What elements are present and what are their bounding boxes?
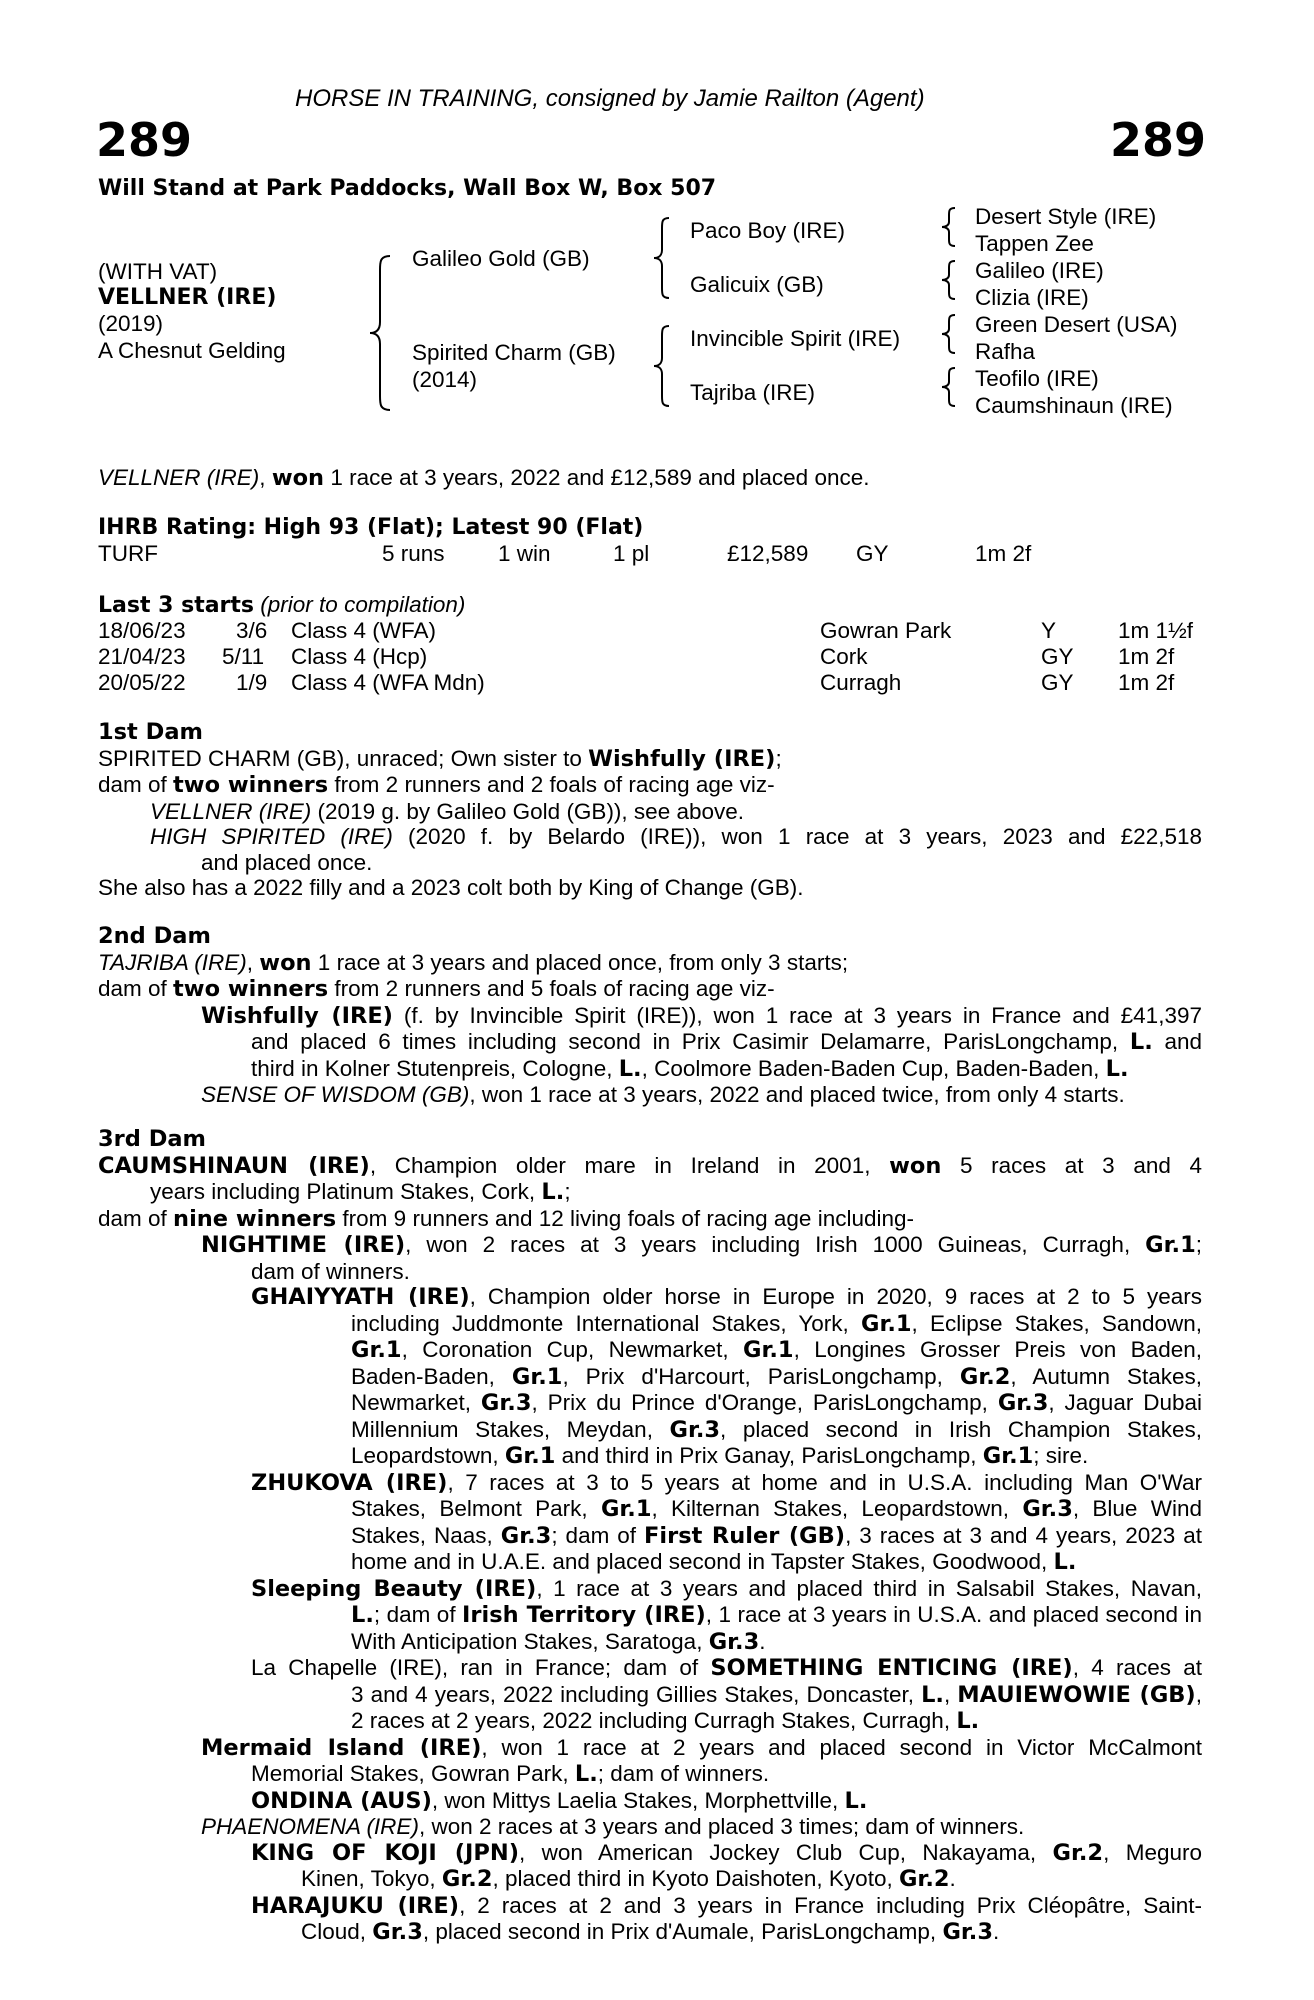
- third-dam-line: ONDINA (AUS), won Mittys Laelia Stakes, Morphettville, L.: [251, 1787, 868, 1814]
- second-dam-line: SENSE OF WISDOM (GB), won 1 race at 3 years, 2022 and placed twice, from only 4 starts.: [201, 1082, 1125, 1107]
- third-dam-line: Cloud, Gr.3, placed second in Prix d'Aumale, ParisLongchamp, Gr.3.: [301, 1919, 1000, 1945]
- summary-text: 1 race at 3 years, 2022 and £12,589 and placed once.: [324, 465, 870, 490]
- third-dam-line: years including Platinum Stakes, Cork, L.;: [150, 1179, 571, 1205]
- third-dam-line: Newmarket, Gr.3, Prix du Prince d'Orange, ParisLongchamp, Gr.3, Jaguar Dubai: [351, 1390, 1202, 1416]
- third-dam-line: Baden-Baden, Gr.1, Prix d'Harcourt, ParisLongchamp, Gr.2, Autumn Stakes,: [351, 1363, 1202, 1390]
- rating-runs: 5 runs: [382, 541, 445, 566]
- summary-horse-name: VELLNER (IRE): [98, 465, 260, 490]
- third-dam-line: PHAENOMENA (IRE), won 2 races at 3 years and placed 3 times; dam of winners.: [201, 1814, 1025, 1839]
- pedigree-sire-sire: Paco Boy (IRE): [690, 218, 846, 243]
- rating-wins: 1 win: [498, 541, 551, 566]
- third-dam-line: GHAIYYATH (IRE), Champion older horse in Europe in 2020, 9 races at 2 to 5 years: [251, 1284, 1203, 1310]
- third-dam-line: Mermaid Island (IRE), won 1 race at 2 years and placed second in Victor McCalmont: [201, 1734, 1202, 1761]
- pedigree-dss: Green Desert (USA): [975, 312, 1178, 337]
- third-dam-title: 3rd Dam: [98, 1126, 206, 1152]
- pedigree-brace-dd: [940, 366, 958, 408]
- pedigree-brace-ss: [940, 206, 958, 248]
- stand-location: Will Stand at Park Paddocks, Wall Box W, Box 507: [98, 176, 717, 201]
- third-dam-line: Millennium Stakes, Meydan, Gr.3, placed second in Irish Champion Stakes,: [351, 1416, 1202, 1443]
- third-dam-line: Sleeping Beauty (IRE), 1 race at 3 years and placed third in Salsabil Stakes, Navan,: [251, 1575, 1202, 1602]
- horse-description: A Chesnut Gelding: [98, 338, 286, 363]
- third-dam-line: Memorial Stakes, Gowran Park, L.; dam of winners.: [251, 1761, 770, 1787]
- third-dam-line: La Chapelle (IRE), ran in France; dam of SOMETHING ENTICING (IRE), 4 races at: [251, 1655, 1202, 1681]
- first-dam-line: SPIRITED CHARM (GB), unraced; Own sister to Wishfully (IRE);: [98, 745, 782, 772]
- first-dam-title: 1st Dam: [98, 719, 203, 745]
- rating-title: IHRB Rating: High 93 (Flat); Latest 90 (Flat): [98, 515, 644, 540]
- foaling-year: (2019): [98, 311, 164, 336]
- first-dam-section: [98, 720, 1202, 901]
- start-position: 5/11: [222, 644, 265, 669]
- start-course: Cork: [820, 644, 868, 669]
- third-dam-line: home and in U.A.E. and placed second in Tapster Stakes, Goodwood, L.: [351, 1549, 1077, 1575]
- third-dam-line: Stakes, Naas, Gr.3; dam of First Ruler (GB), 3 races at 3 and 4 years, 2023 at: [351, 1522, 1202, 1549]
- rating-surface: TURF: [98, 541, 158, 566]
- start-course: Gowran Park: [820, 618, 952, 643]
- third-dam-section: [98, 1127, 1202, 1946]
- start-position: 3/6: [236, 618, 268, 643]
- last-starts-heading: [98, 592, 465, 619]
- race-summary: VELLNER (IRE), won 1 race at 3 years, 2022 and £12,589 and placed once.: [98, 465, 870, 491]
- horse-name: VELLNER (IRE): [98, 285, 277, 310]
- pedigree-dam-sire: Invincible Spirit (IRE): [690, 326, 901, 351]
- start-date: 20/05/22: [98, 670, 186, 695]
- first-dam-line: HIGH SPIRITED (IRE) (2020 f. by Belardo (IRE)), won 1 race at 3 years, 2023 and £22,518: [150, 824, 1203, 849]
- start-distance: 1m 2f: [1118, 670, 1175, 695]
- summary-won: won: [271, 465, 325, 491]
- pedigree-brace-dam: [652, 324, 672, 408]
- pedigree-dds: Teofilo (IRE): [975, 366, 1099, 391]
- rating-placed: 1 pl: [613, 541, 650, 566]
- second-dam-line: Wishfully (IRE) (f. by Invincible Spirit (IRE)), won 1 race at 3 years in France and £41,397: [201, 1002, 1202, 1029]
- third-dam-line: 3 and 4 years, 2022 including Gillies Stakes, Doncaster, L., MAUIEWOWIE (GB),: [351, 1681, 1202, 1708]
- rating-distance: 1m 2f: [975, 541, 1032, 566]
- third-dam-line: HARAJUKU (IRE), 2 races at 2 and 3 years in France including Prix Cléopâtre, Saint-: [251, 1892, 1203, 1919]
- first-dam-line: dam of two winners from 2 runners and 2 foals of racing age viz-: [98, 772, 775, 798]
- third-dam-line: With Anticipation Stakes, Saratoga, Gr.3.: [351, 1628, 766, 1655]
- consignment-line: HORSE IN TRAINING, consigned by Jamie Railton (Agent): [295, 85, 925, 112]
- first-dam-line: VELLNER (IRE) (2019 g. by Galileo Gold (GB)), see above.: [150, 798, 745, 824]
- third-dam-line: dam of winners.: [251, 1258, 410, 1284]
- last-starts-note: (prior to compilation): [260, 592, 466, 617]
- pedigree-brace-sd: [940, 259, 958, 301]
- pedigree-sds: Galileo (IRE): [975, 258, 1104, 283]
- third-dam-line: CAUMSHINAUN (IRE), Champion older mare in Ireland in 2001, won 5 races at 3 and 4: [98, 1152, 1203, 1179]
- pedigree-dam-year: (2014): [412, 367, 478, 392]
- pedigree-ddd: Caumshinaun (IRE): [975, 393, 1173, 418]
- start-race: Class 4 (WFA Mdn): [291, 670, 485, 695]
- first-dam-line: She also has a 2022 filly and a 2023 colt both by King of Change (GB).: [98, 875, 804, 900]
- start-going: Y: [1041, 618, 1057, 643]
- pedigree-brace-sire: [652, 216, 672, 300]
- third-dam-line: L.; dam of Irish Territory (IRE), 1 race at 3 years in U.S.A. and placed second in: [351, 1602, 1202, 1628]
- pedigree-brace-ds: [940, 313, 958, 355]
- first-dam-line: and placed once.: [201, 849, 373, 875]
- start-position: 1/9: [236, 670, 268, 695]
- third-dam-line: dam of nine winners from 9 runners and 12 living foals of racing age including-: [98, 1205, 914, 1232]
- start-date: 21/04/23: [98, 644, 186, 669]
- lot-number-left: 289: [96, 113, 193, 167]
- pedigree-sss: Desert Style (IRE): [975, 204, 1157, 229]
- start-date: 18/06/23: [98, 618, 186, 643]
- start-race: Class 4 (WFA): [291, 618, 437, 643]
- start-course: Curragh: [820, 670, 902, 695]
- start-distance: 1m 2f: [1118, 644, 1175, 669]
- third-dam-line: ZHUKOVA (IRE), 7 races at 3 to 5 years at home and in U.S.A. including Man O'War: [251, 1469, 1202, 1496]
- second-dam-section: [98, 924, 1202, 1108]
- pedigree-dam: Spirited Charm (GB): [412, 340, 616, 365]
- last-starts-title: Last 3 starts: [98, 593, 255, 618]
- pedigree-sire-dam: Galicuix (GB): [690, 272, 824, 297]
- rating-going: GY: [856, 541, 889, 566]
- pedigree-sire: Galileo Gold (GB): [412, 246, 590, 271]
- second-dam-line: dam of two winners from 2 runners and 5 foals of racing age viz-: [98, 976, 775, 1002]
- third-dam-line: Leopardstown, Gr.1 and third in Prix Ganay, ParisLongchamp, Gr.1; sire.: [351, 1443, 1089, 1469]
- third-dam-line: Kinen, Tokyo, Gr.2, placed third in Kyoto Daishoten, Kyoto, Gr.2.: [301, 1866, 956, 1892]
- third-dam-line: Stakes, Belmont Park, Gr.1, Kilternan Stakes, Leopardstown, Gr.3, Blue Wind: [351, 1496, 1202, 1522]
- second-dam-line: TAJRIBA (IRE), won 1 race at 3 years and placed once, from only 3 starts;: [98, 949, 849, 976]
- pedigree-brace-main: [368, 254, 394, 412]
- lot-number-right: 289: [1110, 113, 1207, 167]
- third-dam-line: 2 races at 2 years, 2022 including Curragh Stakes, Curragh, L.: [351, 1708, 980, 1734]
- start-distance: 1m 1½f: [1118, 618, 1194, 643]
- pedigree-dam-dam: Tajriba (IRE): [690, 380, 816, 405]
- vat-note: (WITH VAT): [98, 259, 218, 284]
- pedigree-ssd: Tappen Zee: [975, 231, 1094, 256]
- third-dam-line: KING OF KOJI (JPN), won American Jockey Club Cup, Nakayama, Gr.2, Meguro: [251, 1839, 1203, 1866]
- start-race: Class 4 (Hcp): [291, 644, 428, 669]
- second-dam-title: 2nd Dam: [98, 923, 211, 949]
- third-dam-line: Gr.1, Coronation Cup, Newmarket, Gr.1, Longines Grosser Preis von Baden,: [351, 1337, 1202, 1363]
- second-dam-line: third in Kolner Stutenpreis, Cologne, L., Coolmore Baden-Baden Cup, Baden-Baden, L.: [251, 1055, 1129, 1082]
- start-going: GY: [1041, 670, 1074, 695]
- third-dam-line: NIGHTIME (IRE), won 2 races at 3 years including Irish 1000 Guineas, Curragh, Gr.1;: [201, 1232, 1202, 1258]
- pedigree-dsd: Rafha: [975, 339, 1036, 364]
- start-going: GY: [1041, 644, 1074, 669]
- rating-prize: £12,589: [727, 541, 809, 566]
- second-dam-line: and placed 6 times including second in Prix Casimir Delamarre, ParisLongchamp, L. and: [251, 1029, 1202, 1055]
- pedigree-sdd: Clizia (IRE): [975, 285, 1089, 310]
- third-dam-line: including Juddmonte International Stakes, York, Gr.1, Eclipse Stakes, Sandown,: [351, 1310, 1202, 1337]
